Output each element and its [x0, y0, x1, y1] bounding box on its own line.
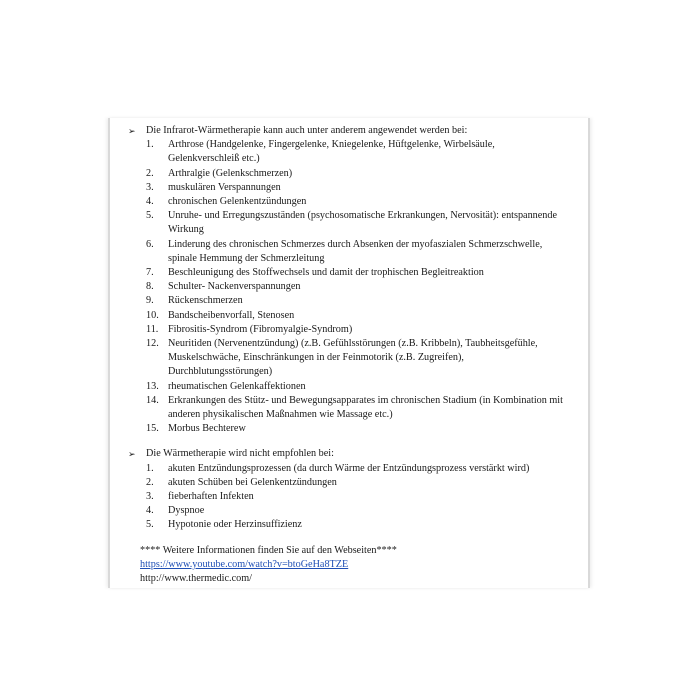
list-item: 6. Linderung des chronischen Schmerzes durch Absenken der myofaszialen Schmerzschwelle, spinale Hemmung der Schmerzleitung: [146, 238, 543, 264]
list-item: 9. Rückenschmerzen: [146, 295, 243, 307]
list-item: 1. Arthrose (Handgelenke, Fingergelenke, Kniegelenke, Hüftgelenke, Wirbelsäule, Gelenkverschleiß etc.): [146, 139, 495, 165]
list-item: 2. akuten Schüben bei Gelenkentzündungen: [146, 476, 337, 488]
indications-heading-text: Die Infrarot-Wärmetherapie kann auch unter anderem angewendet werden bei:: [146, 125, 468, 136]
list-item: 7. Beschleunigung des Stoffwechsels und damit der trophischen Begleitreaktion: [146, 267, 484, 279]
list-item: 10. Bandscheibenvorfall, Stenosen: [146, 309, 295, 321]
contraindications-heading: [128, 447, 568, 461]
list-item: 4. Dyspnoe: [146, 505, 205, 517]
list-item: 5. Unruhe- und Erregungszuständen (psychosomatische Erkrankungen, Nervosität): entspannende Wirkung: [146, 210, 557, 236]
thermedic-url: http://www.thermedic.com/: [140, 573, 252, 585]
list-item: 3. fieberhaften Infekten: [146, 491, 254, 503]
list-item: 8. Schulter- Nackenverspannungen: [146, 281, 301, 293]
list-item: 12. Neuritiden (Nervenentzündung) (z.B. Gefühlsstörungen (z.B. Kribbeln), Taubheitsgefühle, Muskelschwäche, Einschränkungen in der Feinmotorik (z.B. Zugreifen), Durchblutungsstörungen): [146, 338, 538, 378]
indications-heading: [128, 124, 568, 138]
document-page: [108, 118, 590, 588]
list-item: 2. Arthralgie (Gelenkschmerzen): [146, 167, 293, 179]
document-content: [128, 124, 568, 586]
list-item: 5. Hypotonie oder Herzinsuffizienz: [146, 519, 302, 531]
indications-list: [128, 138, 568, 436]
contraindications-list: [128, 462, 568, 533]
contraindications-heading-text: Die Wärmetherapie wird nicht empfohlen bei:: [146, 448, 334, 460]
contraindications-section: [128, 447, 568, 532]
list-item: 3. muskulären Verspannungen: [146, 181, 281, 193]
arrow-bullet-icon: ➢: [128, 126, 136, 136]
list-item: 15. Morbus Bechterew: [146, 423, 246, 435]
list-item: 13. rheumatischen Gelenkaffektionen: [146, 380, 306, 392]
list-item: 4. chronischen Gelenkentzündungen: [146, 196, 307, 208]
info-block: [128, 544, 568, 587]
list-item: 11. Fibrositis-Syndrom (Fibromyalgie-Syndrom): [146, 323, 353, 335]
indications-section: [128, 124, 568, 436]
info-note: **** Weitere Informationen finden Sie auf den Webseiten****: [140, 544, 397, 556]
list-item: 14. Erkrankungen des Stütz- und Bewegungsapparates im chronischen Stadium (in Kombination mit anderen physikalischen Maßnahmen wie Massage etc.): [146, 394, 563, 421]
list-item: 1. akuten Entzündungsprozessen (da durch Wärme der Entzündungsprozess verstärkt wird): [146, 462, 530, 474]
arrow-bullet-icon: ➢: [128, 449, 136, 460]
youtube-link[interactable]: https://www.youtube.com/watch?v=btoGeHa8TZE: [140, 558, 349, 570]
